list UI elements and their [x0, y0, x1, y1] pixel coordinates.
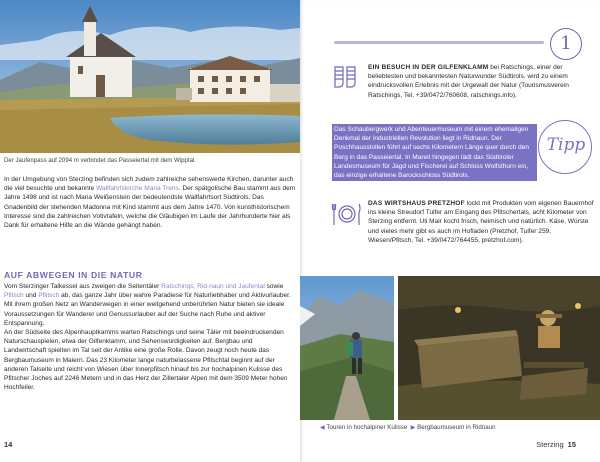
pretzhof-heading: DAS WIRTSHAUS PRETZHOF: [368, 200, 465, 207]
tip-badge-label: Tipp: [546, 135, 586, 155]
chapel-photo-caption: Der Jaufenpass auf 2094 m verbindet das Passeiertal mit dem Wipptal.: [4, 157, 197, 164]
intro-text-1: In der Umgebung von Sterzing befinden sich zudem zahlreiche sehenswerte Kirchen, darunter auch die viel besuchte und bekannte: [4, 176, 294, 193]
nature-text-4: ab, das ganze Jahr über wahre Paradiese für Naturliebhaber und Aktivurlauber. Mit ihrem großen Netz an Wanderwegen in einer weitgehend unberührten Natur bieten sie ideale Voraussetzungen für Wanderer und Genussurlauber auf der Suche nach Ruhe und aktiver Entspannung.: [4, 292, 291, 327]
pretzhof-text: lockt mit Produkten vom eigenen Bauernhof ins kleine Streudorf Tulfer am Eingang des Pfitschertals, acht Kilometer von Sterzing entfernt. Uli Mair kocht frisch, heimisch und natürlich. Käse, Würste und vieles mehr gibt es auch im Hofladen (Pretzhof, Tulfer 259, Wiesen/Pfitsch, Tel. +39/0472/764455, pretzhof.com).: [368, 200, 594, 244]
plate-cutlery-icon: [330, 198, 362, 230]
section-heading: AUF ABWEGEN IN DIE NATUR: [4, 270, 143, 280]
hiking-boots-icon: [332, 63, 360, 91]
tip-text: Das Schaubergwerk und Abenteuermuseum mit einem ehemaligen Denkmal der industriellen Revolution liegt in Ridnaun. Der Poschhausstollen führt auf sechs Kilometern Länge quer durch den Berg in das Passeiertal. In Mareit hingegen lädt das Südtiroler Landesmuseum für Jagd und Fischerei auf Schloss Wolfsthurn ein, das einzige erhaltene Barockschloss Südtirols.: [334, 126, 530, 180]
pflitsch-link: Pflitsch: [38, 292, 60, 300]
intro-paragraph: [4, 175, 296, 230]
tip-badge: [538, 120, 592, 174]
gilfenklamm-section: [368, 63, 596, 100]
photos-caption: [320, 424, 580, 432]
nature-text-2: sowie: [264, 283, 284, 290]
nature-paragraph-2: An der Südseite des Alpenhauptkamms warten Ratschings und seine Täler mit beeindruckenden Naturschauspielen, etwa der Gilfenklamm, und Sehenswürdigkeiten auf. Bergbau und Landwirtschaft spielten im Tal seit der Antike eine große Rolle. Davon zeugt noch heute das Bergbaumuseum in Maiern. Das 23 Kilometer lange naturbelassene Pfitschtal beginnt auf der anderen Talseite und reicht von Wiesen über Innerpfitsch hinauf bis zur hochalpinen Kulisse des Pfitscher Joches auf 2246 Metern und in das Herz der Zillertaler Alpen mit dem 3509 Meter hohen Hochfeiler.: [4, 329, 288, 392]
page-footer-right: [536, 440, 576, 449]
right-page: [300, 0, 600, 462]
maria-trens-link: Wallfahrtskirche Maria Trens: [96, 185, 179, 193]
tip-box: [332, 124, 537, 181]
nature-paragraph: [4, 282, 296, 392]
chapel-photo: [0, 0, 300, 153]
valleys-link: Ratschings, Rid-naun und Jaufental: [161, 283, 265, 290]
footer-place: Sterzing: [536, 440, 564, 449]
mine-museum-photo: [398, 276, 600, 420]
intro-text-2: . Der spätgotische Bau stammt aus dem Jahre 1498 und ist nach Maria Weißenstein der bedeutendste Wallfahrtsort Südtirols. Das Gnadenbild der stehenden Madonna mit Kind stammt aus dem Jahre 1470. Von kunsthistorischem Interesse sind die zahlreichen Votivtafeln, welche die Gläubigen im Laufe der Jahrhunderte hier als Dank für erhaltene Hilfe an die Wände gehängt haben.: [4, 185, 296, 230]
hiking-photo: [300, 276, 394, 420]
gilfenklamm-heading: EIN BESUCH IN DER GILFENKLAMM: [368, 64, 489, 71]
decorative-rule: [334, 41, 544, 44]
page-number-left: 14: [4, 440, 13, 449]
right-arrow-icon: ▶: [410, 424, 416, 431]
gilfenklamm-text: bei Ratschings, einer der beliebtesten und bekanntesten Naturwunder Südtirols, wird zu einem eindrucksvollen Erlebnis mit der Urgewalt der Natur (Tourismusverein Ratschings, Tel. +39/0472/760608, ratschings.info).: [368, 64, 569, 99]
section-number-badge: 1: [550, 28, 582, 60]
page-number-right: 15: [567, 440, 576, 449]
nature-text-1: Vom Sterzinger Talkessel aus zweigen die Seitentäler: [4, 283, 162, 290]
caption-mine: Bergbaumuseum in Ridnaun: [417, 424, 496, 431]
nature-text-3: und: [23, 292, 39, 300]
pretzhof-section: [368, 199, 596, 245]
left-arrow-icon: ◀: [320, 424, 325, 431]
caption-hike: Touren in hochalpiner Kulisse: [326, 424, 408, 431]
pfitsch-link: Pfitsch: [4, 292, 24, 300]
